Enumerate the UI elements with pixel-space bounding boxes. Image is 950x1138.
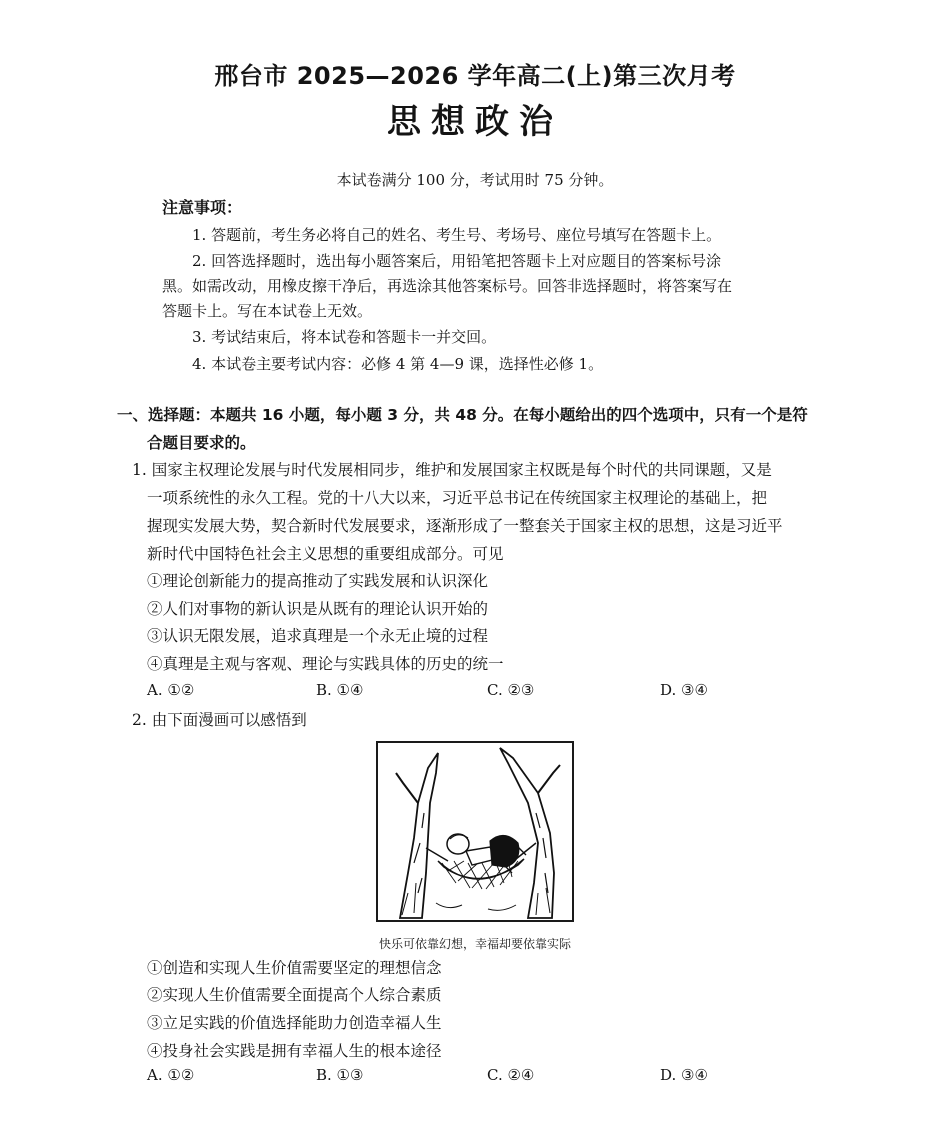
q1-stem-line-3: 握现实发展大势，契合新时代发展要求，逐渐形成了一整套关于国家主权的思想，这是习近平: [147, 517, 783, 535]
q2-statement-1: ①创造和实现人生价值需要坚定的理想信念: [147, 959, 442, 977]
q1-statement-2: ②人们对事物的新认识是从既有的理论认识开始的: [147, 600, 489, 618]
q1-statement-4: ④真理是主观与客观、理论与实践具体的历史的统一: [147, 655, 504, 673]
section-heading-cont: 合题目要求的。: [147, 434, 256, 452]
hammock-illustration: [378, 743, 572, 920]
exam-info: 本试卷满分 100 分，考试用时 75 分钟。: [336, 171, 614, 189]
hammock-cartoon: [376, 741, 574, 922]
q2-stem: 2. 由下面漫画可以感悟到: [132, 711, 307, 729]
notice-line-3: 黑。如需改动，用橡皮擦干净后，再选涂其他答案标号。回答非选择题时，将答案写在: [162, 277, 733, 295]
cartoon-caption: 快乐可依靠幻想，幸福却要依靠实际: [378, 937, 571, 951]
q1-statement-3: ③认识无限发展，追求真理是一个永无止境的过程: [147, 627, 489, 645]
subject-title: 思想政治: [387, 102, 563, 142]
q1-option-a[interactable]: A. ①②: [147, 681, 195, 699]
q1-option-d[interactable]: D. ③④: [660, 681, 708, 699]
notice-heading: 注意事项：: [162, 198, 243, 217]
q1-option-c[interactable]: C. ②③: [487, 681, 535, 699]
q2-statement-3: ③立足实践的价值选择能助力创造幸福人生: [147, 1014, 442, 1032]
q1-statement-1: ①理论创新能力的提高推动了实践发展和认识深化: [147, 572, 489, 590]
q2-option-a[interactable]: A. ①②: [147, 1066, 195, 1084]
notice-line-5: 3. 考试结束后，将本试卷和答题卡一并交回。: [192, 328, 497, 346]
q1-stem-line-2: 一项系统性的永久工程。党的十八大以来，习近平总书记在传统国家主权理论的基础上，把: [147, 489, 768, 507]
q1-option-b[interactable]: B. ①④: [316, 681, 364, 699]
q1-stem-line-1: 1. 国家主权理论发展与时代发展相同步，维护和发展国家主权既是每个时代的共同课题，又是: [132, 461, 772, 479]
notice-line-4: 答题卡上。写在本试卷上无效。: [162, 302, 373, 320]
q2-statement-2: ②实现人生价值需要全面提高个人综合素质: [147, 986, 442, 1004]
notice-line-6: 4. 本试卷主要考试内容：必修 4 第 4—9 课，选择性必修 1。: [192, 355, 604, 373]
section-heading: 一、选择题：本题共 16 小题，每小题 3 分，共 48 分。在每小题给出的四个选项中，只有一个是符: [117, 406, 808, 424]
notice-line-1: 1. 答题前，考生务必将自己的姓名、考生号、考场号、座位号填写在答题卡上。: [192, 226, 722, 244]
notice-line-2: 2. 回答选择题时，选出每小题答案后，用铅笔把答题卡上对应题目的答案标号涂: [192, 252, 722, 270]
q2-option-b[interactable]: B. ①③: [316, 1066, 364, 1084]
q2-option-c[interactable]: C. ②④: [487, 1066, 535, 1084]
q1-stem-line-4: 新时代中国特色社会主义思想的重要组成部分。可见: [147, 545, 504, 563]
q2-option-d[interactable]: D. ③④: [660, 1066, 708, 1084]
exam-title: 邢台市 2025—2026 学年高二(上)第三次月考: [214, 62, 736, 90]
q2-statement-4: ④投身社会实践是拥有幸福人生的根本途径: [147, 1042, 442, 1060]
